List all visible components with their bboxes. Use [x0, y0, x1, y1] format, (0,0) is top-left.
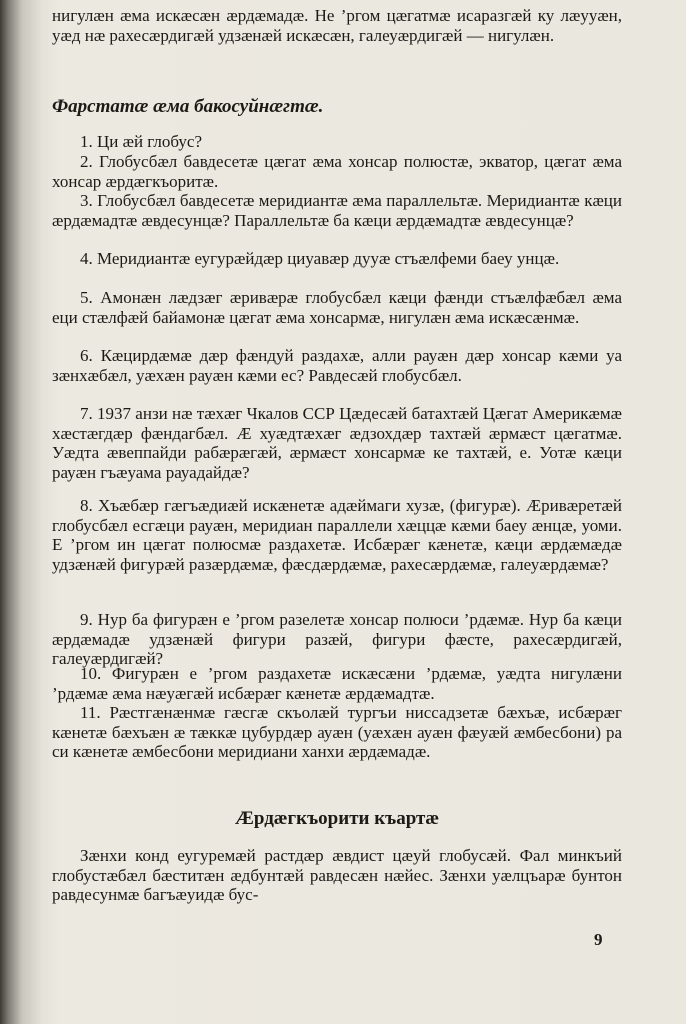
question-10: 10. Фигурæн е ’ргом раздахетæ искæсæни ’рдæмæ, уæдта нигулæни ’рдæмæ æма нæуæгæй исбæрæг кæнетæ æрдæмадтæ. [52, 664, 622, 703]
page-number: 9 [594, 930, 603, 949]
question-6: 6. Кæцирдæмæ дæр фæндуй раздахæ, алли рауæн дæр хонсар кæми уа зæнхæбæл, уæхæн рауæн кæми ес? Равдесæй глобусбæл. [52, 346, 622, 385]
question-9: 9. Нур ба фигурæн е ’ргом разелетæ хонсар полюси ’рдæмæ. Нур ба кæци æрдæмадæ удзæнæй фигури разæй, фигури фæсте, рахесæрдигæй, галеуæрдигæй? [52, 610, 622, 669]
section-heading-questions: Фарстатæ æма бакосуйнæгтæ. [52, 96, 324, 117]
question-11: 11. Рæстгæнæнмæ гæсгæ скъолæй тургъи ниссадзетæ бæхъæ, исбæрæг кæнетæ бæхъæн æ тæккæ цубурдæр ауæн (уæхæн ауæн фæуæй æмбесбони) ра си кæнетæ æмбесбони меридиани ханхи æрдæмадæ. [52, 703, 622, 762]
question-3: 3. Глобусбæл бавдесетæ меридиантæ æма параллельтæ. Меридиантæ кæци æрдæмадтæ æвдесунцæ? Параллельтæ ба кæци æрдæмадтæ æвдесунцæ? [52, 191, 622, 230]
question-2: 2. Глобусбæл бавдесетæ цæгат æма хонсар полюстæ, экватор, цæгат æма хонсар æрдæгкъоритæ. [52, 152, 622, 191]
question-1: 1. Ци æй глобус? [80, 132, 202, 151]
question-4: 4. Меридиантæ еугурæйдæр циуавæр дууæ стъæлфеми баеу унцæ. [80, 249, 560, 268]
section-heading-map: Æрдæгкъорити къартæ [234, 808, 440, 829]
intro-paragraph: нигулæн æма искæсæн æрдæмадæ. Не ’ргом цæгатмæ исарaзгæй ку лæууæн, уæд нæ рахесæрдигæй удзæнæй искæсæн, галеуæрдигæй — нигулæн. [52, 6, 622, 45]
question-5: 5. Амонæн лæдзæг æривæрæ глобусбæл кæци фæнди стъæлфæбæл æма еци стæлфæй байамонæ цæгат æма хонсармæ, нигулæн æма искæсæнмæ. [52, 288, 622, 327]
closing-paragraph: Зæнхи конд еугуремæй растдæр æвдист цæуй глобусæй. Фал минкъий глобустæбæл бæститæн æдбунтæй равдесæн нæйес. Зæнхи уæлцъарæ бунтон равдесунмæ багъæуидæ бус- [52, 846, 622, 905]
question-7: 7. 1937 анзи нæ тæхæг Чкалов ССР Цæдесæй батахтæй Цæгат Америкæмæ хæстæгдæр фæндагбæл. Æ хуæдтæхæг æдзохдæр тахтæй æрмæст цæгатмæ. Уæдта æвеппайди рабæрæгæй, æрмæст хонсармæ ке тахтæй, е. Уотæ кæци рауæн гъæуама рауадайдæ? [52, 404, 622, 482]
question-8: 8. Хъæбæр гæгъæдиæй искæнетæ адæймаги хузæ, (фигурæ). Æривæретæй глобусбæл есгæци рауæн, меридиан параллели хæццæ кæми баеу æнцæ, уоми. Е ’ргом ин цæгат полюсмæ раздахетæ. Исбæрæг кæнетæ, кæци æрдæмæдæ удзæнæй фигурæй разæрдæмæ, фæсдæрдæмæ, рахесæрдæмæ, галеуæрдæмæ? [52, 496, 622, 574]
